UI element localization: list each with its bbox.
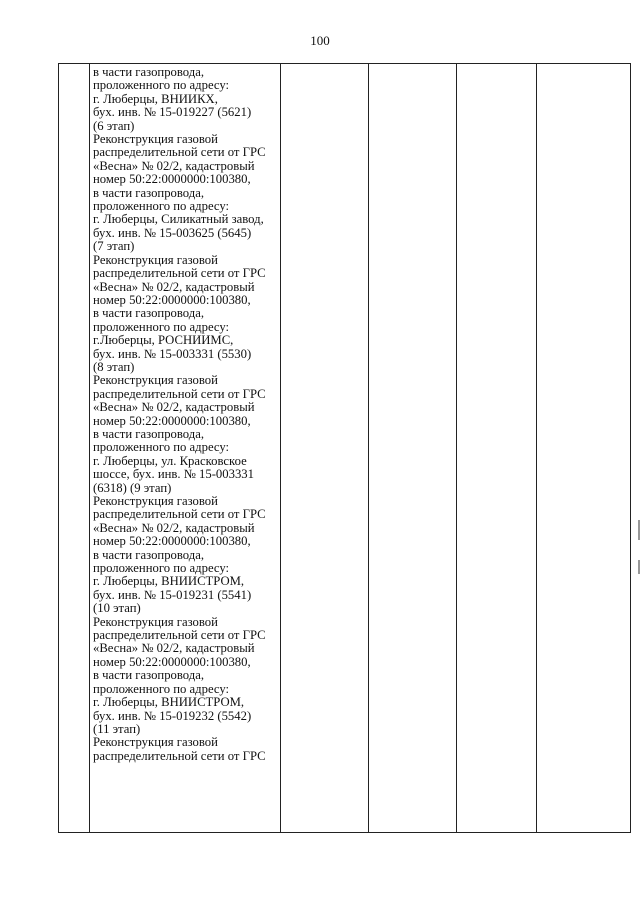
empty-cell [281, 64, 369, 833]
empty-cell [457, 64, 537, 833]
page-number: 100 [310, 33, 330, 48]
number-cell [59, 64, 90, 833]
description-cell [90, 64, 281, 833]
empty-cell [537, 64, 631, 833]
table-row [59, 64, 631, 833]
document-table [58, 63, 631, 833]
empty-cell [369, 64, 457, 833]
description-text: в части газопровода, проложенного по адресу: г. Люберцы, ВНИИКХ, бух. инв. № 15-019227 (5621) (6 этап) Реконструкция газовой распределительной сети от ГРС «Весна» № 02/2, кадастровый номер 50:22:0000000:100380, в части газопровода, проложенного по адресу: г. Люберцы, Силикатный завод, бух. инв. № 15-003625 (5645) (7 этап) Реконструкция газовой распределительной сети от ГРС «Весна» № 02/2, кадастровый номер 50:22:0000000:100380, в части газопровода, проложенного по адресу: г.Люберцы, РОСНИИМС, бух. инв. № 15-003331 (5530) (8 этап) Реконструкция газовой распределительной сети от ГРС «Весна» № 02/2, кадастровый номер 50:22:0000000:100380, в части газопровода, проложенного по адресу: г. Люберцы, ул. Красковское шоссе, бух. инв. № 15-003331 (6318) (9 этап) Реконструкция газовой распределительной сети от ГРС «Весна» № 02/2, кадастровый номер 50:22:0000000:100380, в части газопровода, проложенного по адресу: г. Люберцы, ВНИИСТРОМ, бух. инв. № 15-019231 (5541) (10 этап) Реконструкция газовой распределительной сети от ГРС «Весна» № 02/2, кадастровый номер 50:22:0000000:100380, в части газопровода, проложенного по адресу: г. Люберцы, ВНИИСТРОМ, бух. инв. № 15-019232 (5542) (11 этап) Реконструкция газовой распределительной сети от ГРС [93, 65, 266, 763]
